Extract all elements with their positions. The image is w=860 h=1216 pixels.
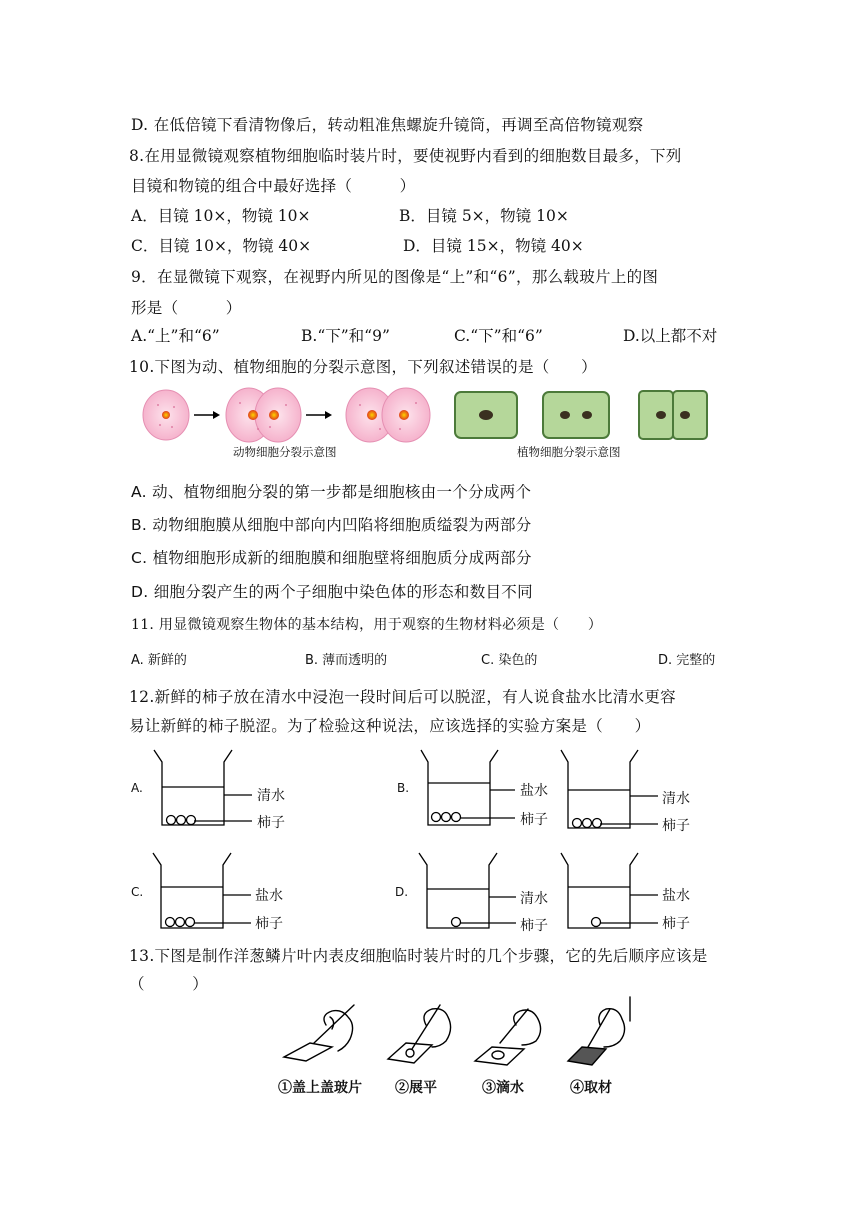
q13-step-2: ②展平 bbox=[395, 1080, 437, 1096]
q12-c-liquid: 盐水 bbox=[255, 888, 283, 904]
question-8-line1: 8.在用显微镜观察植物细胞临时装片时，要使视野内看到的细胞数目最多，下列 bbox=[129, 147, 682, 165]
q12-d-letter: D. bbox=[395, 885, 409, 899]
plant-caption: 植物细胞分裂示意图 bbox=[517, 445, 621, 459]
q11-option-b: B. 薄而透明的 bbox=[305, 653, 388, 668]
q12-d-liquid-2: 盐水 bbox=[662, 888, 690, 904]
q9-option-d: D.以上都不对 bbox=[623, 327, 718, 345]
q12-c-solid: 柿子 bbox=[255, 916, 283, 932]
question-11: 11. 用显微镜观察生物体的基本结构，用于观察的生物材料必须是（ ） bbox=[131, 617, 603, 633]
plant-cell-2 bbox=[543, 392, 609, 438]
question-13-line1: 13.下图是制作洋葱鳞片叶内表皮细胞临时装片时的几个步骤，它的先后顺序应该是 bbox=[129, 947, 708, 965]
q12-b-solid-2: 柿子 bbox=[662, 818, 690, 834]
q11-option-d: D. 完整的 bbox=[658, 653, 716, 668]
q10-option-a: A. 动、植物细胞分裂的第一步都是细胞核由一个分成两个 bbox=[131, 483, 532, 501]
q12-figure bbox=[120, 745, 740, 940]
q10-option-b: B. 动物细胞膜从细胞中部向内凹陷将细胞质缢裂为两部分 bbox=[131, 516, 532, 534]
question-12-line2: 易让新鲜的柿子脱涩。为了检验这种说法，应该选择的实验方案是（ ） bbox=[129, 717, 651, 735]
q9-option-a: A.“上”和“6” bbox=[131, 327, 220, 345]
q12-a-letter: A. bbox=[131, 781, 143, 795]
q12-d-solid-1: 柿子 bbox=[520, 918, 548, 934]
q9-option-b: B.“下”和“9” bbox=[301, 327, 390, 345]
q12-b-solid-1: 柿子 bbox=[520, 812, 548, 828]
q13-step-4: ④取材 bbox=[570, 1080, 612, 1096]
q8-option-d: D．目镜 15×，物镜 40× bbox=[403, 237, 584, 255]
q12-b-letter: B. bbox=[397, 781, 410, 795]
q13-steps-figure bbox=[270, 995, 650, 1070]
q13-step-3: ③滴水 bbox=[482, 1080, 524, 1096]
q8-option-c: C．目镜 10×，物镜 40× bbox=[131, 237, 312, 255]
question-12-line1: 12.新鲜的柿子放在清水中浸泡一段时间后可以脱涩，有人说食盐水比清水更容 bbox=[129, 688, 676, 706]
question-8-line2: 目镜和物镜的组合中最好选择（ ） bbox=[131, 177, 416, 195]
q12-b-liquid-1: 盐水 bbox=[520, 783, 548, 799]
animal-cell-division-figure bbox=[140, 385, 440, 445]
animal-caption: 动物细胞分裂示意图 bbox=[233, 445, 337, 459]
question-9-line1: 9．在显微镜下观察，在视野内所见的图像是“上”和“6”，那么载玻片上的图 bbox=[131, 268, 659, 286]
question-10: 10.下图为动、植物细胞的分裂示意图，下列叙述错误的是（ ） bbox=[129, 358, 597, 376]
question-13-line2: （ ） bbox=[129, 975, 209, 993]
q12-b-liquid-2: 清水 bbox=[662, 791, 690, 807]
option-d-prev: D. 在低倍镜下看清物像后，转动粗准焦螺旋升镜筒，再调至高倍物镜观察 bbox=[131, 116, 644, 134]
q12-d-solid-2: 柿子 bbox=[662, 916, 690, 932]
q10-option-d: D. 细胞分裂产生的两个子细胞中染色体的形态和数目不同 bbox=[131, 583, 533, 601]
q8-option-a: A．目镜 10×，物镜 10× bbox=[131, 207, 311, 225]
q11-option-c: C. 染色的 bbox=[481, 653, 538, 668]
q12-d-liquid-1: 清水 bbox=[520, 891, 548, 907]
plant-cell-division-figure bbox=[453, 388, 713, 443]
q12-a-liquid: 清水 bbox=[257, 788, 285, 804]
q13-step-1: ①盖上盖玻片 bbox=[278, 1080, 362, 1096]
q12-a-solid: 柿子 bbox=[257, 815, 285, 831]
q10-option-c: C. 植物细胞形成新的细胞膜和细胞壁将细胞质分成两部分 bbox=[131, 549, 532, 567]
q8-option-b: B．目镜 5×，物镜 10× bbox=[399, 207, 569, 225]
q11-option-a: A. 新鲜的 bbox=[131, 653, 187, 668]
q12-c-letter: C. bbox=[131, 885, 144, 899]
question-9-line2: 形是（ ） bbox=[131, 299, 242, 317]
q9-option-c: C.“下”和“6” bbox=[454, 327, 543, 345]
